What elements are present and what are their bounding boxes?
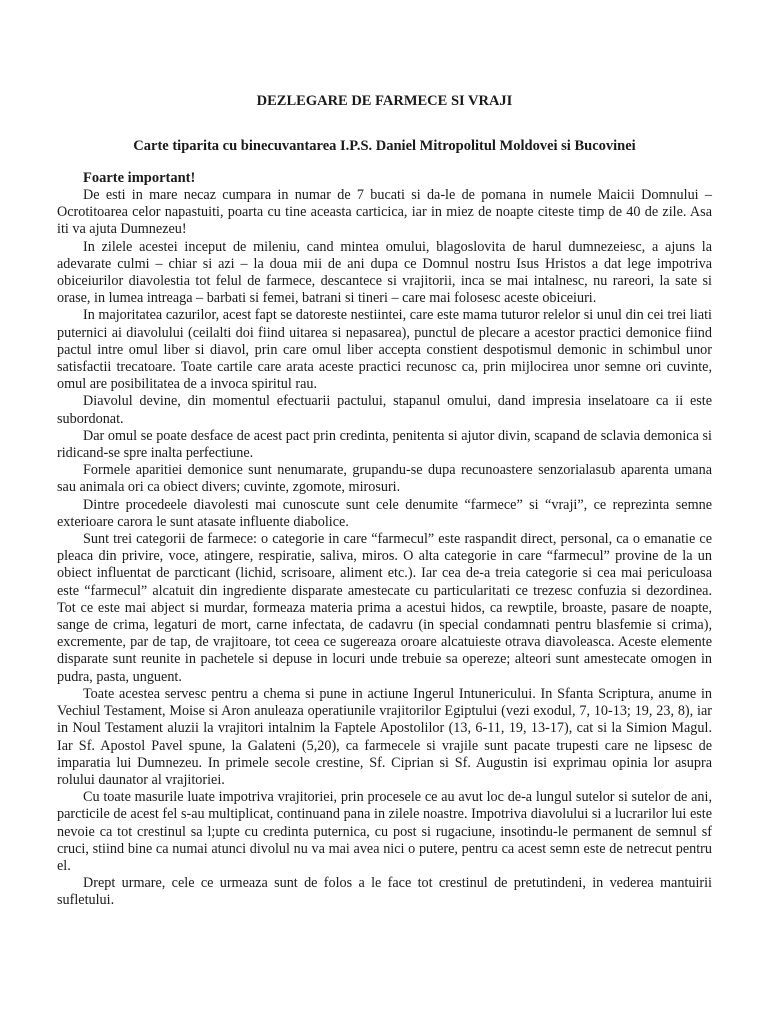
paragraph: Sunt trei categorii de farmece: o categorie in care “farmecul” este raspandit direct, personal, ca o emanatie ce pleaca din privire, voce, atingere, respiratie, saliva, miros. O alta categorie in care “farmecul” provine de la un obiect influentat de parcticant (lichid, scrisoare, aliment etc.). Iar cea de-a treia categorie si cea mai periculoasa este “farmecul” alcatuit din ingrediente disparate amestecate cu particularitati ce trezesc confuzia si dezordinea. Tot ce este mai abject si murdar, formeaza materia prima a acestui hidos, ca rewptile, broaste, pasare de noapte, sange de crima, legaturi de mort, carne infectata, de cadavru (in special condamnati pentru blasfemie si crima), excremente, par de tap, de vrajitoare, tot ceea ce sugereaza oroare alcatuieste otrava diavoleasca. Aceste elemente disparate sunt reunite in pachetele si depuse in locuri unde trebuie sa opereze; alteori sunt amestecate omogen in pudra, pasta, unguent. — [57, 531, 712, 685]
paragraph: Dintre procedeele diavolesti mai cunoscute sunt cele denumite “farmece” si “vraji”, ce reprezinta semne exterioare carora le sunt atasate influente diabolice. — [57, 496, 712, 530]
paragraph: In zilele acestei inceput de mileniu, cand mintea omului, blagoslovita de harul dumnezeiesc, a ajuns la adevarate culmi – chiar si azi – la doua mii de ani dupa ce Domnul nostru Isus Hristos a dat lege impotriva obiceiurilor diavolestia tot felul de farmece, descantece si vrajitorii, inca se mai intalnesc, nu rareori, la sate si orase, in lumea intreaga – barbati si femei, batrani si tineri – care mai folosesc aceste obiceiuri. — [57, 238, 712, 307]
paragraph: Cu toate masurile luate impotriva vrajitoriei, prin procesele ce au avut loc de-a lungul sutelor si sutelor de ani, parcticile de acest fel s-au multiplicat, continuand pana in zilele noastre. Impotriva diavolului si a lucrarilor lui este nevoie ca tot crestinul sa l;upte cu credinta puternica, cu post si rugaciune, insotindu-le permanent de semnul sf cruci, stiind bine ca numai atunci divolul nu va mai avea nici o putere, pentru ca acest semn este de netrecut pentru el. — [57, 789, 712, 874]
section-heading: Foarte important! — [83, 170, 196, 186]
paragraph: Formele aparitiei demonice sunt nenumarate, grupandu-se dupa recunoastere senzorialasub aparenta umana sau animala ori ca obiect divers; cuvinte, zgomote, mirosuri. — [57, 462, 712, 496]
body-text — [57, 187, 712, 910]
paragraph: Diavolul devine, din momentul efectuarii pactului, stapanul omului, dand impresia inselatoare ca ii este subordonat. — [57, 393, 712, 427]
paragraph: Toate acestea servesc pentru a chema si pune in actiune Ingerul Intunericului. In Sfanta Scriptura, anume in Vechiul Testament, Moise si Aron anuleaza operatiunile vrajitorilor Egiptului (vezi exodul, 7, 10-13; 19, 23, 8), iar in Noul Testament aluzii la vrajitori intalnim la Faptele Apostolilor (13, 6-11, 19, 13-17), cat si la Simion Magul. Iar Sf. Apostol Pavel spune, la Galateni (5,20), ca farmecele si vrajile sunt pacate trupesti care ne lipsesc de imparatia lui Dumnezeu. In primele secole crestine, Sf. Ciprian si Sf. Augustin isi exprimau opinia lor asupra rolului daunator al vrajitoriei. — [57, 685, 712, 788]
paragraph: Dar omul se poate desface de acest pact prin credinta, penitenta si ajutor divin, scapand de sclavia demonica si ridicand-se spre inalta perfectiune. — [57, 427, 712, 462]
paragraph: Drept urmare, cele ce urmeaza sunt de folos a le face tot crestinul de pretutindeni, in vederea mantuirii sufletului. — [57, 875, 712, 909]
paragraph: De esti in mare necaz cumpara in numar de 7 bucati si da-le de pomana in numele Maicii Domnului – Ocrotitoarea celor napastuiti, poarta cu tine aceasta carticica, iar in miez de noapte citeste timp de 40 de zile. Asa iti va ajuta Dumnezeu! — [57, 187, 712, 238]
paragraph: In majoritatea cazurilor, acest fapt se datoreste nestiintei, care este mama tuturor relelor si unul din cei trei liati puternici ai diavolului (ceilalti doi fiind uitarea si nepasarea), punctul de plecare a acestor practici demonice fiind pactul intre omul liber si diavol, prin care omul liber accepta constient despotismul demonic in schimbul unor satisfactii trecatoare. Toate cartile care arata aceste practici recunosc ca, prin mijlocirea unor semne ori cuvinte, omul are posibilitatea de a invoca spiritul rau. — [57, 307, 712, 393]
document-title: DEZLEGARE DE FARMECE SI VRAJI — [256, 93, 513, 109]
document-subtitle: Carte tiparita cu binecuvantarea I.P.S. Daniel Mitropolitul Moldovei si Bucovinei — [133, 138, 636, 154]
